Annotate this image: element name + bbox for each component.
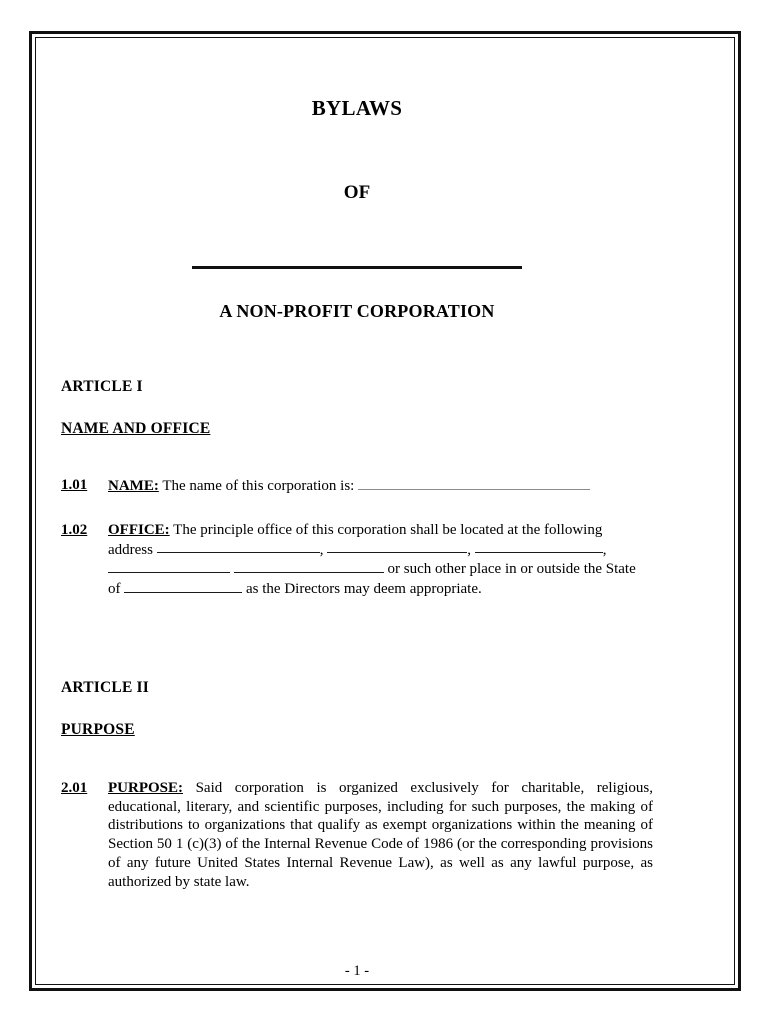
section-1-02-line1: The principle office of this corporation shall be located at the following bbox=[173, 521, 603, 538]
section-2-01-body bbox=[108, 779, 653, 892]
section-1-01-text: The name of this corporation is: bbox=[162, 477, 355, 494]
article-one bbox=[61, 378, 653, 599]
section-1-02-label: OFFICE: bbox=[108, 521, 170, 538]
section-2-01-text: Said corporation is organized exclusively for charitable, religious, educational, literary, and scientific purposes, including for such purposes, the making of distributions to organizations that qualify as exempt organizations within the meaning of Section 50 1 (c)(3) of the Internal Revenue Code of 1986 (or the corresponding provisions of any future United States Internal Revenue Law), as well as any lawful purpose, as authorized by state law. bbox=[108, 779, 654, 891]
section-1-01-label: NAME: bbox=[108, 477, 159, 494]
section-1-02-line3-suffix: or such other place in or outside the State bbox=[387, 561, 636, 578]
document-title: BYLAWS bbox=[311, 96, 403, 120]
section-1-01 bbox=[61, 476, 653, 496]
document-subtitle: A NON-PROFIT CORPORATION bbox=[219, 301, 495, 321]
article-one-heading: ARTICLE I bbox=[61, 378, 143, 395]
address-street-blank[interactable] bbox=[157, 540, 320, 554]
section-1-01-body bbox=[108, 476, 653, 496]
address-city-blank[interactable] bbox=[327, 540, 467, 554]
section-1-02-body bbox=[108, 521, 653, 599]
article-one-subheading: NAME AND OFFICE bbox=[61, 420, 211, 437]
state-name-blank[interactable] bbox=[124, 579, 242, 593]
article-two bbox=[61, 679, 653, 892]
address-zip-blank[interactable] bbox=[108, 559, 230, 573]
article-two-subheading: PURPOSE bbox=[61, 720, 135, 738]
section-1-02-address-prefix: address bbox=[108, 541, 153, 558]
section-2-01-number: 2.01 bbox=[61, 779, 88, 796]
address-state-blank[interactable] bbox=[475, 540, 603, 554]
section-1-02-line4-suffix: as the Directors may deem appropriate. bbox=[246, 580, 482, 597]
corporation-name-blank-rule[interactable] bbox=[192, 266, 522, 269]
page-number-footer: - 1 - bbox=[344, 963, 370, 979]
page-content bbox=[61, 60, 654, 979]
section-1-02-address-lines: address , , , or such other place in or outside the State of as the Directors may deem appropriate. bbox=[108, 541, 636, 597]
section-1-01-number: 1.01 bbox=[61, 477, 88, 493]
address-extra-blank[interactable] bbox=[234, 559, 384, 573]
corporation-name-blank-wrap bbox=[61, 266, 653, 269]
section-2-01-label: PURPOSE: bbox=[108, 779, 183, 796]
section-1-02 bbox=[61, 521, 653, 599]
article-two-heading: ARTICLE II bbox=[61, 678, 150, 696]
section-1-02-of-prefix: of bbox=[108, 580, 121, 597]
title-block bbox=[61, 96, 653, 322]
document-of-word: OF bbox=[343, 182, 371, 203]
section-1-02-number: 1.02 bbox=[61, 521, 88, 538]
section-2-01 bbox=[61, 779, 653, 892]
corporation-name-input-blank[interactable] bbox=[358, 476, 590, 490]
